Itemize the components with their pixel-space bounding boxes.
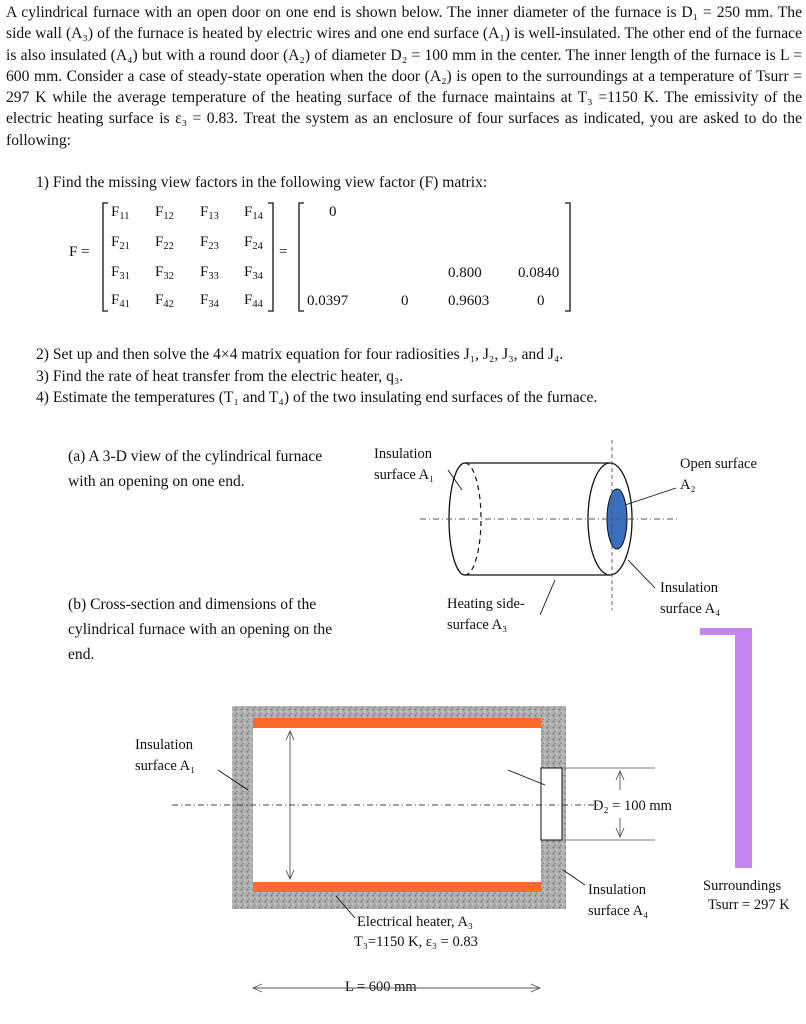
matrix-symbol: $F_{13}$ (200, 204, 219, 222)
matrix-symbol: $F_{24}$ (244, 234, 263, 252)
surroundings-wall (700, 628, 752, 868)
matrix-symbol: $F_{41}$ (111, 292, 130, 310)
matrix-value: 0 (537, 293, 545, 309)
question-4: 4) Estimate the temperatures (T₁ and T₄) of the two insulating end surfaces of the furnace. (36, 389, 598, 407)
matrix-value: 0.800 (448, 265, 482, 281)
matrix-bracket (103, 203, 570, 311)
question-3: 3) Find the rate of heat transfer from the electric heater, q₃. (36, 367, 404, 385)
label-heater: Electrical heater, A₃ (357, 914, 473, 930)
matrix-symbol: $F_{42}$ (155, 292, 174, 310)
furnace-cross-section (172, 706, 655, 992)
matrix-symbol: $F_{21}$ (111, 234, 130, 252)
matrix-value: 0.9603 (448, 293, 490, 309)
matrix-symbol: $F_{34}$ (244, 264, 263, 282)
label-open-a2: Open surface A₂ (680, 456, 757, 493)
matrix-symbol: $F_{32}$ (155, 264, 174, 282)
label-b-insulation-a1: Insulation surface A₁ (135, 737, 196, 774)
question-2: 2) Set up and then solve the 4×4 matrix equation for four radiosities J₁, J₂, J₃, and J₄. (36, 346, 564, 363)
matrix-symbol: $F_{34}$ (200, 292, 219, 310)
matrix-lhs: F = (69, 244, 90, 260)
question-1: 1) Find the missing view factors in the following view factor (F) matrix: (36, 174, 488, 191)
label-heating-a3: Heating side-surface A₃ (447, 596, 525, 633)
matrix-symbol: $F_{44}$ (244, 292, 263, 310)
matrix-symbol: $F_{31}$ (111, 264, 130, 282)
caption-a: (a) A 3-D view of the cylindrical furnace with an opening on one end. (68, 448, 323, 490)
label-surroundings: Surroundings (703, 878, 782, 894)
matrix-symbol: $F_{14}$ (244, 204, 263, 222)
label-heater-conditions: T₃=1150 K, ε₃ = 0.83 (354, 934, 478, 950)
label-tsurr: Tsurr = 297 K (708, 897, 790, 913)
matrix-symbol: $F_{33}$ (200, 264, 219, 282)
matrix-symbol: $F_{11}$ (111, 204, 130, 222)
matrix-value: 0.0397 (307, 293, 349, 309)
matrix-value: 0 (401, 293, 409, 309)
matrix-value: 0.0840 (518, 265, 560, 281)
caption-b: (b) Cross-section and dimensions of the cylindrical furnace with an opening on the end. (68, 596, 333, 663)
label-length: L = 600 mm (343, 977, 419, 998)
label-insulation-a1: Insulation surface A₁ (374, 446, 435, 483)
matrix-symbol: $F_{12}$ (155, 204, 174, 222)
label-d2: D₂ = 100 mm (593, 798, 672, 814)
matrix-symbol: $F_{22}$ (155, 234, 174, 252)
matrix-value: 0 (329, 204, 337, 220)
label-insulation-a4: Insulation surface A₄ (660, 580, 721, 617)
matrix-equals: = (279, 244, 288, 260)
problem-statement: A cylindrical furnace with an open door on one end is shown below. The inner diameter of the furnace is D₁ = 250 mm. The side wall (A₃) of the furnace is heated by electric wires and one end surface (A₁) is well-insulated. The other end of the furnace is also insulated (A₄) but with a round door (A₂) of diameter D₂ = 100 mm in the center. The inner length of the furnace is L = 600 mm. Consider a case of steady-state operation when the door (A₂) is open to the surroundings at a temperature of Tsurr = 297 K while the average temperature of the heating surface of the furnace maintains at T₃ =1150 K. The emissivity of the electric heating surface is ε₃ = 0.83. Treat the system as an enclosure of four surfaces as indicated, you are asked to do the following: (6, 4, 802, 149)
label-b-insulation-a4: Insulation surface A₄ (588, 882, 649, 919)
matrix-symbol: $F_{23}$ (200, 234, 219, 252)
cylinder-3d (420, 440, 680, 615)
